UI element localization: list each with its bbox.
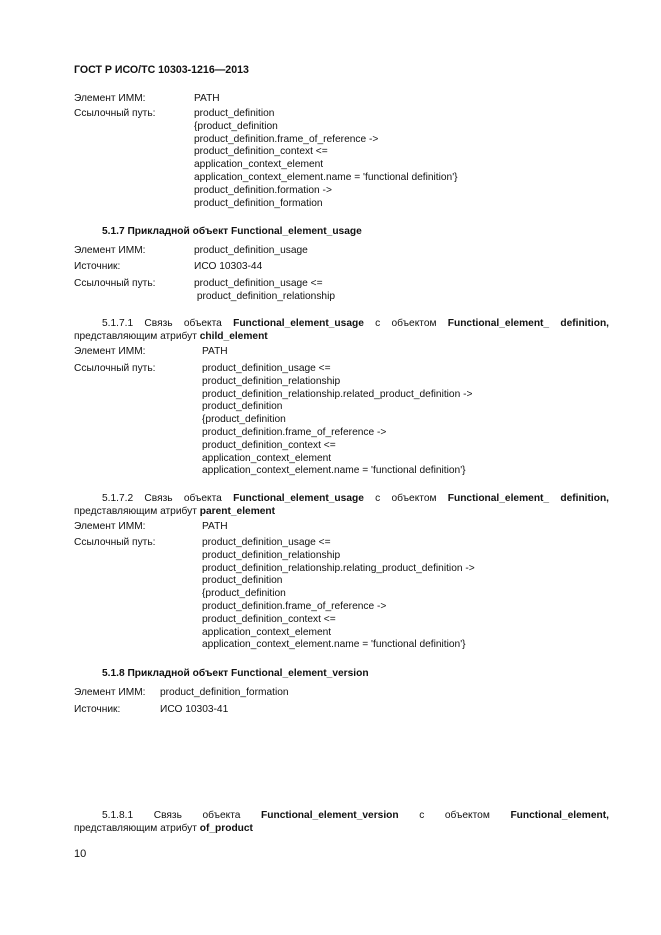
clause-word: объекта [183,493,222,504]
path-line: {product_definition [202,414,286,426]
path-line: product_definition [202,401,283,413]
imm-value: PATH [194,93,220,104]
section-heading: 5.1.8 Прикладной объект Functional_element_version [102,668,369,679]
clause-word: Связь [153,810,182,821]
clause-word: объектом [391,493,437,504]
target-object: Functional_element, [510,810,609,821]
clause-line2 [74,823,253,834]
target-object: Functional_element_ definition, [447,493,610,504]
path-line: product_definition.frame_of_reference -> [202,426,387,438]
path-line: {product_definition [194,120,278,132]
imm-value: product_definition_usage [194,245,308,256]
ref-path-label: Ссылочный путь: [74,108,156,119]
clause-word: объектом [444,810,490,821]
path-line: product_definition_context <= [202,613,336,625]
path-line: product_definition_context <= [194,146,328,158]
path-line: application_context_element [202,452,332,464]
source-value: ИСО 10303-41 [160,704,229,715]
path-line: application_context_element.name = 'functional definition'} [194,171,458,183]
source-label: Источник: [74,704,121,715]
page-number: 10 [74,848,87,860]
clause-word: объекта [202,810,241,821]
clause-word: с [375,318,381,329]
imm-label: Элемент ИММ: [74,93,146,104]
clause-word: объектом [391,318,437,329]
clause-line2 [74,506,275,517]
ref-path-label: Ссылочный путь: [74,537,156,548]
source-label: Источник: [74,261,121,272]
section-heading: 5.1.7 Прикладной объект Functional_element_usage [102,226,362,237]
clause-line2 [74,331,268,342]
path-line: product_definition_usage <= [202,363,331,374]
path-line: application_context_element [194,159,324,171]
object-name: Functional_element_version [261,810,399,821]
clause-number: 5.1.7.2 [102,493,134,504]
path-line: product_definition_usage <= [202,537,331,548]
source-value: ИСО 10303-44 [194,261,263,272]
imm-label: Элемент ИММ: [74,687,146,698]
attribute-name: parent_element [199,506,276,517]
object-name: Functional_element_usage [233,493,364,504]
path-line: product_definition.formation -> [194,184,332,196]
ref-path-block [194,108,458,210]
path-line: product_definition_relationship.relating_product_definition -> [202,562,475,574]
path-line: product_definition_relationship [202,375,341,387]
path-line: application_context_element [202,626,332,638]
ref-path-label: Ссылочный путь: [74,363,156,374]
clause-word: с [375,493,381,504]
imm-label: Элемент ИММ: [74,346,146,357]
path-line: product_definition_relationship.related_product_definition -> [202,388,473,400]
ref-path-label: Ссылочный путь: [74,278,156,289]
attribute-name: child_element [199,331,268,342]
attribute-name: of_product [199,823,253,834]
imm-value: PATH [202,346,228,357]
path-line: application_context_element.name = 'functional definition'} [202,465,466,477]
path-line: product_definition_relationship [194,290,336,302]
path-line: product_definition_context <= [202,439,336,451]
clause-attr-text: представляющим атрибут [74,331,197,342]
clause-word: с [419,810,425,821]
target-object: Functional_element_ definition, [447,318,610,329]
ref-path-block [202,537,475,652]
path-line: product_definition.frame_of_reference -> [202,600,387,612]
clause-word: Связь [144,318,173,329]
clause-paragraph [102,493,609,504]
path-line: product_definition [194,108,275,119]
imm-value: PATH [202,521,228,532]
clause-paragraph [102,318,609,329]
path-line: product_definition.frame_of_reference -> [194,133,379,145]
clause-word: Связь [144,493,173,504]
path-line: product_definition_relationship [202,549,341,561]
path-line: product_definition_formation [194,197,323,209]
path-line: application_context_element.name = 'functional definition'} [202,639,466,651]
clause-paragraph [102,810,609,821]
path-line: product_definition [202,575,283,587]
clause-attr-text: представляющим атрибут [74,823,197,834]
object-name: Functional_element_usage [233,318,364,329]
clause-word: объекта [183,318,222,329]
ref-path-block [194,278,335,304]
imm-value: product_definition_formation [160,687,289,698]
clause-number: 5.1.8.1 [102,810,134,821]
clause-number: 5.1.7.1 [102,318,134,329]
page-title: ГОСТ Р ИСО/ТС 10303-1216—2013 [74,64,249,76]
clause-attr-text: представляющим атрибут [74,506,197,517]
path-line: product_definition_usage <= [194,278,323,289]
path-line: {product_definition [202,588,286,600]
ref-path-block [202,363,472,478]
imm-label: Элемент ИММ: [74,521,146,532]
imm-label: Элемент ИММ: [74,245,146,256]
